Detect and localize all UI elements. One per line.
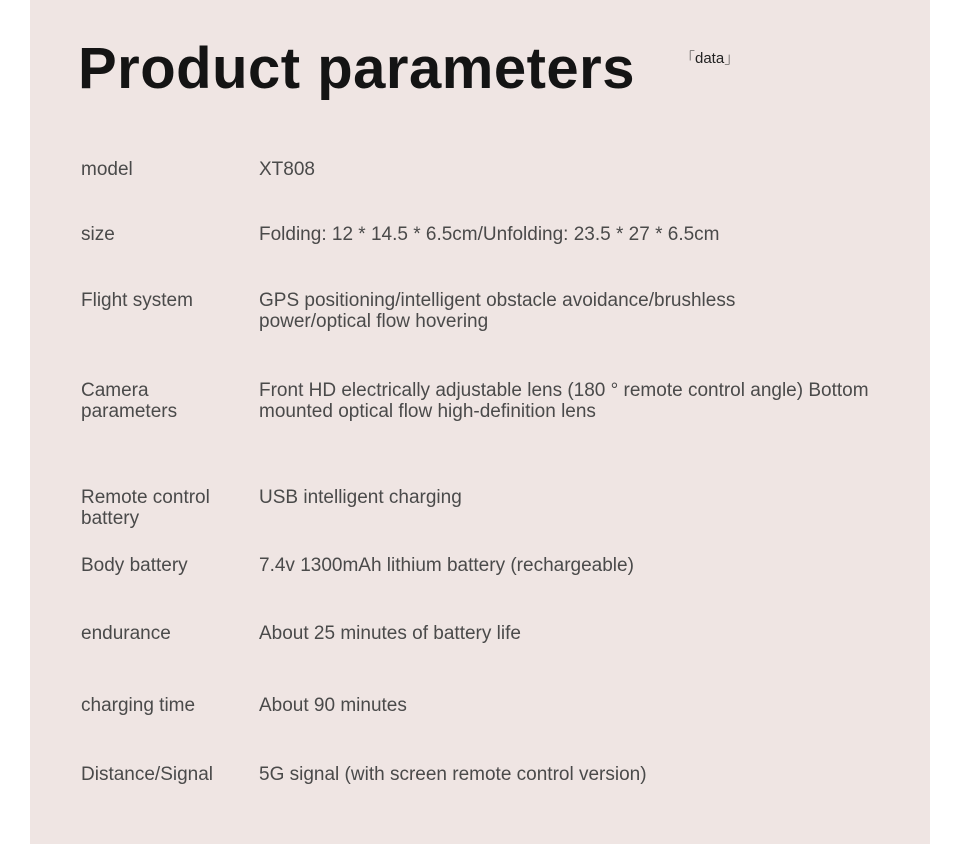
param-value: USB intelligent charging [259,487,462,508]
param-value: XT808 [259,159,315,180]
param-value: About 90 minutes [259,695,407,716]
param-label: charging time [81,695,196,716]
param-value: 7.4v 1300mAh lithium battery (rechargeable) [259,555,634,576]
param-label: Distance/Signal [81,764,214,785]
param-label: Body battery [81,555,188,576]
param-label: endurance [81,623,171,644]
param-label: Flight system [81,290,193,311]
param-label: Camera parameters [81,380,178,422]
param-value: Folding: 12 * 14.5 * 6.5cm/Unfolding: 23.5 * 27 * 6.5cm [259,224,720,245]
param-label: Remote control battery [81,487,210,529]
param-label: model [81,159,133,180]
product-parameters-panel [30,0,930,844]
param-value: GPS positioning/intelligent obstacle avoidance/brushless power/optical flow hovering [259,290,736,332]
param-value: 5G signal (with screen remote control version) [259,764,647,785]
param-label: size [81,224,115,245]
param-value: Front HD electrically adjustable lens (180 ° remote control angle) Bottom mounted optical flow high-definition lens [259,380,869,422]
title-tag: 「data」 [680,50,740,67]
page-title: Product parameters [78,36,635,101]
param-value: About 25 minutes of battery life [259,623,521,644]
